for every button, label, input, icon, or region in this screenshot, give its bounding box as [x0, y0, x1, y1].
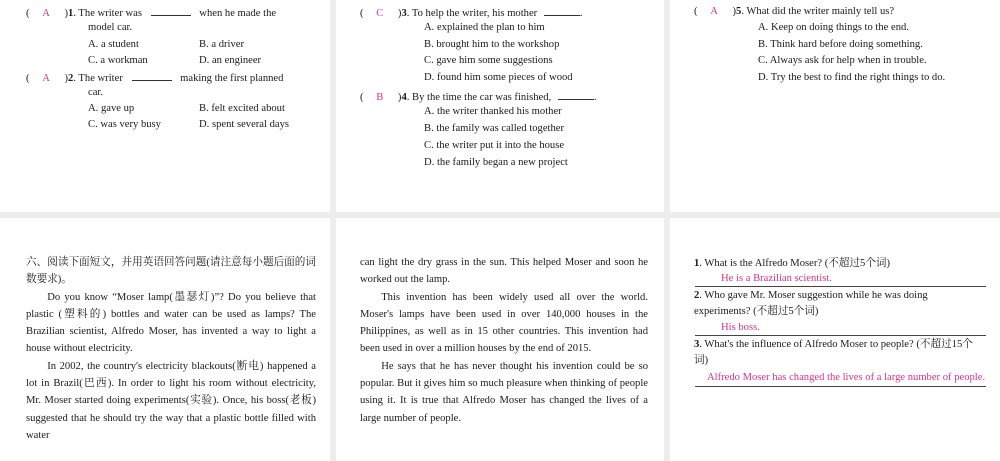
question-2-cont: car. — [88, 87, 103, 98]
q5-option-b: B. Think hard before doing something. — [758, 39, 923, 50]
question-2-line: ( A )2. The writer making the first planned — [26, 69, 283, 87]
q2-option-a: A. gave up — [88, 103, 135, 114]
answer-4: B — [376, 92, 384, 103]
reading-passage-part1 — [26, 254, 316, 444]
blank-2 — [132, 69, 172, 81]
q3-option-a: A. explained the plan to him — [424, 22, 545, 33]
passage-paragraph-4: This invention has been widely used all over the world. Moser's lamps have been used in over 140,000 houses in the Philippines, as well as in 15 other countries. This invention had been used in over a million houses by the end of 2015. — [360, 291, 648, 355]
question-1-cont: model car. — [88, 22, 133, 33]
section-heading: 六、阅读下面短文，并用英语回答问题(请注意每小题后面的词数要求)。 — [26, 257, 316, 286]
top-panel-2 — [336, 0, 664, 212]
q2-option-d: D. spent several days — [199, 119, 290, 130]
q4-option-d: D. the family began a new project — [424, 157, 568, 168]
q1-option-c: C. a workman — [88, 55, 148, 66]
q4-option-a: A. the writer thanked his mother — [424, 106, 562, 117]
passage-paragraph-1: Do you know “Moser lamp(墨瑟灯)”? Do you believe that plastic (塑料的) bottles and water can be used as lamps? The Brazilian scientist, Alfredo Moser, has invented a way to light a house without electricity. — [26, 291, 316, 355]
question-5-line: ( A )5. What did the writer mainly tell us? — [694, 6, 895, 17]
reading-passage-part2 — [360, 254, 648, 427]
top-panel-3 — [670, 0, 1000, 212]
passage-paragraph-3: can light the dry grass in the sun. This helped Moser and soon he worked out the lamp. — [360, 257, 648, 286]
q5-option-a: A. Keep on doing things to the end. — [758, 22, 909, 33]
answer-line-2: His boss. — [695, 320, 986, 336]
short-answer-q1: 1. What is the Alfredo Moser? (不超过5个词) — [694, 258, 891, 269]
q4-option-b: B. the family was called together — [424, 123, 565, 134]
blank-1 — [151, 4, 191, 16]
q5-option-c: C. Always ask for help when in trouble. — [758, 55, 927, 66]
question-3-line: ( C )3. To help the writer, his mother . — [360, 4, 583, 22]
short-answer-q2: 2. Who gave Mr. Moser suggestion while he was doing experiments? (不超过5个词) — [694, 290, 928, 317]
passage-paragraph-5: He says that he has never thought his invention could be so popular. But it gives him so much pleasure when thinking of people using it. It is true that Alfredo Moser has changed the lives of a large number of people. — [360, 360, 648, 424]
answer-line-3: Alfredo Moser has changed the lives of a large number of people. — [695, 370, 986, 387]
short-answer-q3: 3. What's the influence of Alfredo Moser to people? (不超过15个词) — [694, 339, 973, 366]
answer-3: C — [376, 8, 384, 19]
q3-option-d: D. found him some pieces of wood — [424, 72, 573, 83]
q2-option-b: B. felt excited about — [199, 103, 285, 114]
answer-2: A — [42, 73, 50, 84]
bottom-panel-2 — [336, 218, 664, 461]
q1-option-b: B. a driver — [199, 39, 245, 50]
answer-1: A — [42, 8, 50, 19]
passage-paragraph-2: In 2002, the country's electricity blackouts(断电) happened a lot in Brazil(巴西). In order to light his room without electricity, Mr. Moser started doing experiments(实验). Once, his boss(老板) suggested that he should try the way that a plastic bottle filled with water — [26, 360, 316, 441]
blank-4 — [558, 88, 594, 100]
q3-option-c: C. gave him some suggestions — [424, 55, 553, 66]
q4-option-c: C. the writer put it into the house — [424, 140, 565, 151]
question-4-line: ( B )4. By the time the car was finished, . — [360, 88, 597, 106]
q1-option-a: A. a student — [88, 39, 139, 50]
bottom-panel-1 — [0, 218, 330, 461]
q2-option-c: C. was very busy — [88, 119, 161, 130]
q5-option-d: D. Try the best to find the right things to do. — [758, 72, 946, 83]
top-panel-1 — [0, 0, 330, 212]
blank-3 — [544, 4, 580, 16]
q3-option-b: B. brought him to the workshop — [424, 39, 560, 50]
question-1-line: ( A )1. The writer was when he made the — [26, 4, 276, 22]
q1-option-d: D. an engineer — [199, 55, 262, 66]
answer-5: A — [710, 6, 718, 17]
answer-line-1: He is a Brazilian scientist. — [695, 271, 986, 287]
bottom-panel-3 — [670, 218, 1000, 461]
